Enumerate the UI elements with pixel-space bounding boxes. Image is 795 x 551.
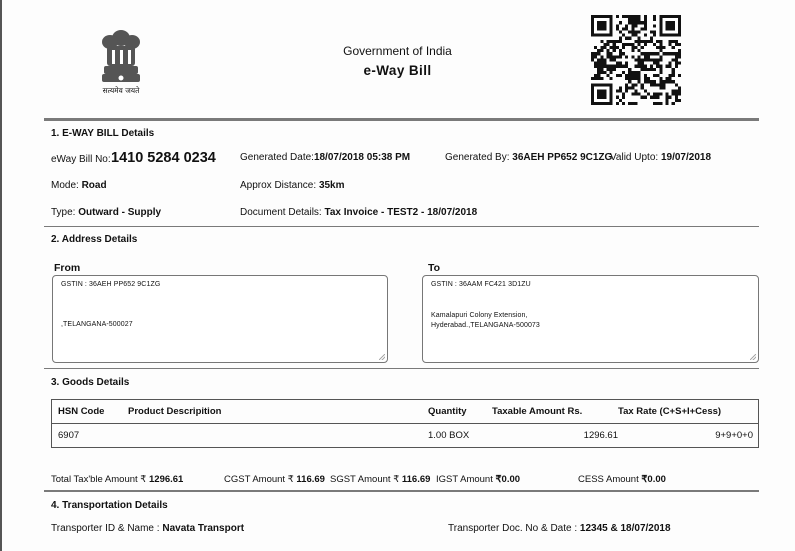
total-taxable-amount xyxy=(51,474,183,485)
generated-by-label: Generated By: xyxy=(445,152,510,163)
cell-hsn-code: 6907 xyxy=(52,424,129,448)
sgst-value: 116.69 xyxy=(401,474,431,485)
valid-upto xyxy=(610,152,711,163)
eway-bill-no-value: 1410 5284 0234 xyxy=(111,150,216,166)
igst-label: IGST Amount xyxy=(436,474,496,485)
valid-upto-value: 19/07/2018 xyxy=(660,152,712,163)
from-address-box[interactable] xyxy=(52,275,388,363)
from-label: From xyxy=(54,262,81,274)
transporter-label: Transporter ID & Name : xyxy=(51,523,160,534)
total-taxable-value: 1296.61 xyxy=(149,474,184,485)
goods-table xyxy=(51,399,759,448)
table-row xyxy=(52,424,759,448)
valid-upto-label: Valid Upto: xyxy=(610,152,659,163)
distance-label: Approx Distance: xyxy=(240,180,317,191)
resize-handle-icon[interactable] xyxy=(750,354,756,360)
transporter-id-name xyxy=(51,523,244,534)
goods-header-row xyxy=(52,400,759,424)
col-quantity: Quantity xyxy=(428,400,492,424)
from-gstin: GSTIN : 36AEH PP652 9C1ZG xyxy=(61,281,161,288)
transporter-doc-label: Transporter Doc. No & Date : xyxy=(448,523,578,534)
cess-label: CESS Amount xyxy=(578,474,642,485)
cgst-amount xyxy=(224,474,325,485)
section-transport-title: 4. Transportation Details xyxy=(51,500,168,511)
cell-taxable-amount: 1296.61 xyxy=(492,424,618,448)
generated-by xyxy=(445,152,612,163)
mode-label: Mode: xyxy=(51,180,79,191)
cess-amount xyxy=(578,474,666,485)
divider xyxy=(44,490,759,492)
document-title: e-Way Bill xyxy=(363,63,432,78)
divider xyxy=(44,226,759,227)
resize-handle-icon[interactable] xyxy=(379,354,385,360)
cgst-label: CGST Amount ₹ xyxy=(224,474,294,485)
section-goods-title: 3. Goods Details xyxy=(51,377,130,388)
sgst-amount xyxy=(330,474,430,485)
divider xyxy=(44,118,759,121)
distance-value: 35km xyxy=(318,180,345,191)
total-taxable-label: Total Tax'ble Amount ₹ xyxy=(51,474,147,485)
cess-value: ₹0.00 xyxy=(641,474,666,485)
emblem-caption: सत्यमेव जयते xyxy=(102,86,140,95)
type-label: Type: xyxy=(51,207,76,218)
col-taxable-amount: Taxable Amount Rs. xyxy=(492,400,618,424)
sgst-label: SGST Amount ₹ xyxy=(330,474,400,485)
to-address-line: Hyderabad.,TELANGANA-500073 xyxy=(431,322,540,329)
generated-date-label: Generated Date: xyxy=(240,152,314,163)
to-address-box[interactable] xyxy=(422,275,759,363)
section-address-title: 2. Address Details xyxy=(51,234,138,245)
from-address-line: ,TELANGANA-500027 xyxy=(61,321,133,328)
document-value: Tax Invoice - TEST2 - 18/07/2018 xyxy=(324,207,478,218)
generated-date xyxy=(240,152,410,163)
supply-type xyxy=(51,207,161,218)
generated-by-value: 36AEH PP652 9C1ZG xyxy=(512,152,613,163)
igst-value: ₹0.00 xyxy=(495,474,521,485)
page-edge xyxy=(0,0,2,551)
col-product-description: Product Descripition xyxy=(128,400,428,424)
document-label: Document Details: xyxy=(240,207,322,218)
cell-quantity: 1.00 BOX xyxy=(428,424,492,448)
mode xyxy=(51,180,107,191)
section-eway-details-title: 1. E-WAY BILL Details xyxy=(51,128,155,139)
type-value: Outward - Supply xyxy=(78,207,162,218)
igst-amount xyxy=(436,474,520,485)
document-details xyxy=(240,207,477,218)
transporter-doc-value: 12345 & 18/07/2018 xyxy=(579,523,671,534)
to-label: To xyxy=(428,262,441,274)
transporter-value: Navata Transport xyxy=(162,523,245,534)
qr-code-icon xyxy=(591,15,681,105)
transporter-doc xyxy=(448,523,671,534)
cell-product-description xyxy=(128,424,428,448)
cgst-value: 116.69 xyxy=(296,474,325,485)
cell-tax-rate: 9+9+0+0 xyxy=(618,424,759,448)
col-hsn-code: HSN Code xyxy=(52,400,129,424)
to-gstin: GSTIN : 36AAM FC421 3D1ZU xyxy=(431,281,531,288)
to-address-line: Kamalapuri Colony Extension, xyxy=(431,312,528,319)
divider xyxy=(44,368,759,369)
generated-date-value: 18/07/2018 05:38 PM xyxy=(313,152,411,163)
approx-distance xyxy=(240,180,345,191)
eway-bill-no-label: eWay Bill No: xyxy=(51,154,111,165)
government-text: Government of India xyxy=(343,44,452,58)
col-tax-rate: Tax Rate (C+S+I+Cess) xyxy=(618,400,759,424)
mode-value: Road xyxy=(81,180,107,191)
